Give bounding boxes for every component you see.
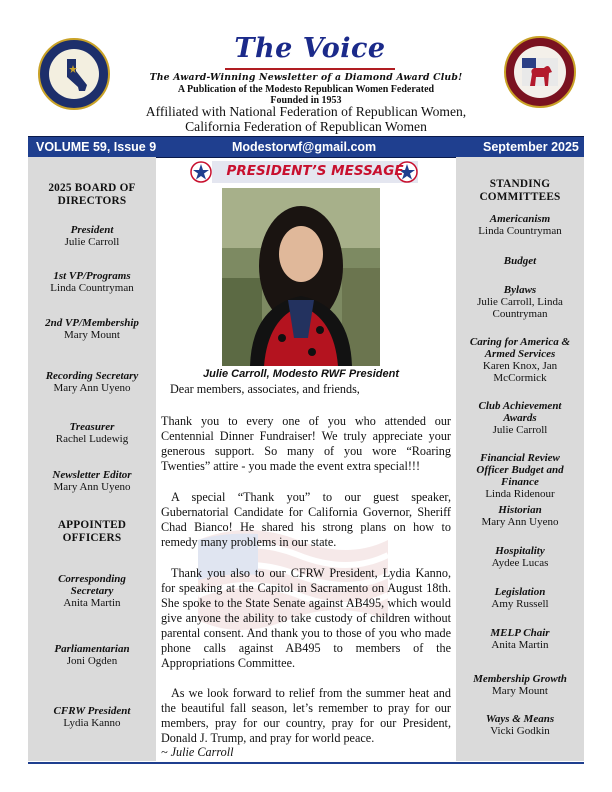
member-name: Julie Carroll, Linda Countryman [477,296,563,320]
role-label: 2nd VP/Membership [45,317,139,329]
role-label: Budget [503,255,537,267]
role-label: Bylaws [503,284,537,296]
paragraph-3: Thank you also to our CFRW President, Lydia Kanno, for speaking at the Capitol in Sacramento on August 18th. She spoke to the State Senate against AB495, which would give anyone the ability to take custody of children without parental consent. And thank you to those of you who made phone calls against AB495 to members of the Appropriations Committee. [161,566,451,670]
officer-name: Anita Martin [63,597,121,609]
role-label: Caring for America & Armed Services [469,336,571,360]
officer-name: Mary Mount [64,329,120,341]
appointed-cfrw-president [28,705,156,729]
appointed-heading: APPOINTED OFFICERS [57,519,127,544]
role-label: Membership Growth [473,673,567,685]
signature: ~ Julie Carroll [161,745,234,759]
member-name: Karen Knox, Jan McCormick [482,360,558,384]
appointed-corresponding-secretary [38,573,146,609]
role-label: Legislation [494,586,546,598]
officer-treasurer [28,421,156,445]
committee-financial-review [456,452,584,500]
officer-president [28,224,156,248]
member-name: Anita Martin [491,639,549,651]
club-logo [504,36,576,108]
masthead-rule [225,68,395,70]
committee-bylaws [456,284,584,320]
role-label: Financial Review Officer Budget and Finance [476,452,564,488]
member-name: Vicki Godkin [490,725,550,737]
role-label: 1st VP/Programs [53,270,131,282]
committee-americanism [456,213,584,237]
member-name: Julie Carroll [492,424,548,436]
role-label: Hospitality [495,545,545,557]
appointed-parliamentarian [28,643,156,667]
member-name: Mary Mount [492,685,548,697]
member-name: Linda Ridenour [485,488,555,500]
committee-legislation [456,586,584,610]
photo-caption: Julie Carroll, Modesto RWF President [203,368,399,380]
role-label: Recording Secretary [45,370,139,382]
committee-ways-and-means [456,713,584,737]
paragraph-1: Thank you to every one of you who attended our Centennial Dinner Fundraiser! We truly appreciate your generous support. So many of you wore “Roaring Twenties” attire - you made the event extra special!!! [161,414,451,473]
committee-membership-growth [456,673,584,697]
role-label: President [70,224,114,236]
affiliation-line-1: Affiliated with National Federation of Republican Women, [145,104,467,119]
founded-line: Founded in 1953 [270,95,342,106]
committee-melp-chair [456,627,584,651]
committees-heading: STANDING COMMITTEES [479,178,561,203]
officer-recording-secretary [28,370,156,394]
officer-name: Lydia Kanno [63,717,121,729]
issue-date: September 2025 [483,140,579,154]
committee-club-achievement [456,400,584,436]
president-message-title: PRESIDENT’S MESSAGE [226,163,404,179]
committee-historian [456,504,584,528]
president-photo [222,188,380,366]
role-label: Corresponding Secretary [58,573,126,597]
bottom-rule [28,762,584,764]
member-name: Mary Ann Uyeno [481,516,559,528]
volume-issue: VOLUME 59, Issue 9 [36,140,157,154]
role-label: CFRW President [53,705,131,717]
member-name: Amy Russell [491,598,549,610]
affiliation-line-2: California Federation of Republican Women [185,119,427,134]
role-label: Ways & Means [485,713,555,725]
masthead-title: The Voice [234,33,386,64]
member-name: Aydee Lucas [491,557,549,569]
officer-name: Linda Countryman [50,282,134,294]
role-label: Newsletter Editor [52,469,132,481]
role-label: Historian [498,504,542,516]
role-label: MELP Chair [490,627,550,639]
greeting: Dear members, associates, and friends, [170,382,360,396]
committee-hospitality [456,545,584,569]
board-heading: 2025 BOARD OF DIRECTORS [48,182,136,207]
member-name: Linda Countryman [478,225,562,237]
role-label: Americanism [489,213,551,225]
officer-name: Rachel Ludewig [55,433,129,445]
committee-caring-for-america [456,336,584,384]
officer-name: Mary Ann Uyeno [53,382,131,394]
cfrw-logo [38,38,110,110]
paragraph-4: As we look forward to relief from the summer heat and the beautiful fall season, let’s remember to pray for our members, pray for our country, pray for our President, Donald J. Trump, and pray for world peace. [161,686,451,745]
officer-1st-vp [28,270,156,294]
role-label: Parliamentarian [54,643,130,655]
paragraph-2: A special “Thank you” to our guest speaker, Gubernatorial Candidate for California Governor, Sheriff Chad Bianco! He shared his strong plans on how to remedy many problems in our state. [161,490,451,549]
officer-name: Mary Ann Uyeno [53,481,131,493]
officer-name: Julie Carroll [64,236,120,248]
star-badge-icon [190,161,212,183]
email-link[interactable]: Modestorwf@gmail.com [232,140,377,154]
publication-line: A Publication of the Modesto Republican Women Federated [177,84,435,95]
tagline: The Award-Winning Newsletter of a Diamond Award Club! [149,72,463,83]
officer-name: Joni Ogden [66,655,118,667]
officer-2nd-vp [28,317,156,341]
role-label: Club Achievement Awards [478,400,562,424]
committee-budget [456,255,584,267]
officer-newsletter-editor [28,469,156,493]
role-label: Treasurer [69,421,115,433]
